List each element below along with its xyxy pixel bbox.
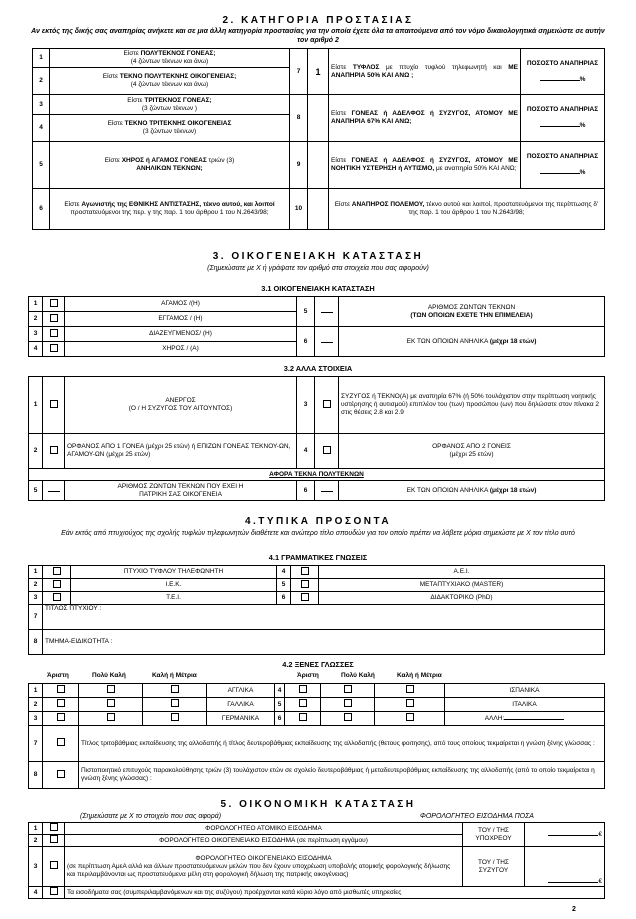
degree-title-field[interactable]: ΤΙΤΛΟΣ ΠΤΥΧΙΟΥ : — [43, 605, 605, 630]
minors-count-label: ΕΚ ΤΩΝ ΟΠΟΙΩΝ ΑΝΗΛΙΚΑ (μέχρι 18 ετών) — [339, 327, 605, 357]
orphan-one-label: ΟΡΦΑΝΟΣ ΑΠΟ 1 ΓΟΝΕΑ (μέχρι 25 ετών) ή ΕΠΙΖΩΝ ΓΟΝΕΑΣ ΤΕΚΝΟΥ-ΩΝ, ΑΓΑΜΟΥ-ΩΝ (μέχρι 25 ετών) — [65, 434, 297, 469]
income-label: ΦΟΡΟΛΟΓΗΤΕΟ ΟΙΚΟΓΕΝΕΙΑΚΟ ΕΙΣΟΔΗΜΑ (σε περίπτωση εγγάμου) — [65, 835, 463, 847]
checkbox[interactable] — [375, 712, 445, 726]
checkbox[interactable] — [285, 712, 321, 726]
checkbox[interactable] — [321, 712, 375, 726]
row-num: 3 — [29, 847, 43, 887]
language-label: ΑΓΓΛΙΚΑ — [207, 684, 275, 698]
level-header-good: Καλή ή Μέτρια — [397, 672, 442, 679]
checkbox[interactable] — [43, 312, 65, 327]
checkbox[interactable] — [43, 327, 65, 342]
disability-percent-field[interactable]: ΠΟΣΟΣΤΟ ΑΝΑΠΗΡΙΑΣ % — [521, 49, 605, 95]
checkbox[interactable] — [43, 823, 65, 835]
row-num: 2 — [29, 312, 43, 327]
section-3-title: 3. ΟΙΚΟΓΕΝΕΙΑΚΗ ΚΑΤΑΣΤΑΣΗ — [212, 251, 424, 262]
obligor-label: ΤΟΥ / ΤΗΣ ΥΠΟΧΡΕΟΥ — [463, 823, 525, 847]
mark-field[interactable] — [308, 189, 329, 230]
section-2-title: 2. ΚΑΤΗΓΟΡΙΑ ΠΡΟΣΤΑΣΙΑΣ — [222, 15, 414, 26]
orphan-two-label: ΟΡΦΑΝΟΣ ΑΠΟ 2 ΓΟΝΕΙΣ (μέχρι 25 ετών) — [339, 434, 605, 469]
option-label: ΧΗΡΟΣ / (Α) — [65, 342, 297, 357]
row-num: 3 — [29, 592, 43, 605]
family-income-label: ΦΟΡΟΛΟΓΗΤΕΟ ΟΙΚΟΓΕΝΕΙΑΚΟ ΕΙΣΟΔΗΜΑ (σε περίπτωση ΑμεΑ αλλά και άλλων προστατευόμενων μελών που δεν έχουν υποχρέωση υποβολής ατομικής φορολογικής δήλωσης και περιλαμβάνονται ως προστατευόμενα μέλη στη φορολογική δήλωση της πατρικής οικογένειας) — [65, 847, 463, 887]
row-num: 5 — [297, 297, 315, 327]
subsection-3-1-title: 3.1 ΟΙΚΟΓΕΝΕΙΑΚΗ ΚΑΤΑΣΤΑΣΗ — [261, 284, 375, 293]
protection-table — [32, 48, 605, 230]
salaried-income-label: Τα εισοδήματα σας (συμπεριλαμβανόμενων και της συζύγου) προέρχονται κατά κύριο λόγο από μισθωτές υπηρεσίες — [65, 887, 605, 899]
mark-field[interactable]: 1 — [308, 49, 329, 95]
row-num: 6 — [277, 592, 291, 605]
checkbox[interactable] — [143, 684, 207, 698]
row-num: 3 — [297, 377, 315, 434]
row-num: 3 — [29, 712, 43, 726]
section-5-title: 5. ΟΙΚΟΝΟΜΙΚΗ ΚΑΤΑΣΤΑΣΗ — [220, 799, 416, 810]
row-num: 5 — [275, 698, 285, 712]
section-4-subtitle: Εάν εκτός από πτυχιούχος της σχολής τυφλών τηλεφωνητών διαθέτετε και ανώτερο τίτλο σπουδών για τον οποίο πρέπει να λάβετε μόρια σημειώστε με Χ τον τίτλο αυτό — [61, 530, 575, 537]
row-num: 8 — [29, 762, 43, 789]
other-language-field[interactable]: ΑΛΛΗ: — [445, 712, 605, 726]
foreign-degree-label: Τίτλος τριτοβάθμιας εκπαίδευσης της αλλοδαπής ή τίτλος δευτεροβάθμιας εκπαίδευσης της αλλοδαπής (θετους φοιτησης), από τους οποίους τεκμαίρεται η γνώση ξένης γλώσσας : — [79, 726, 605, 762]
checkbox[interactable] — [43, 684, 79, 698]
checkbox[interactable] — [143, 698, 207, 712]
degree-label: Α.Ε.Ι. — [319, 566, 605, 579]
checkbox[interactable] — [43, 566, 71, 579]
subsection-4-1-title: 4.1 ΓΡΑΜΜΑΤΙΚΕΣ ΓΝΩΣΕΙΣ — [268, 553, 368, 562]
minors-label: ΕΚ ΤΩΝ ΟΠΟΙΩΝ ΑΝΗΛΙΚΑ (μέχρι 18 ετών) — [339, 481, 605, 501]
family-status-table — [28, 296, 605, 357]
disability-percent-field[interactable]: ΠΟΣΟΣΤΟ ΑΝΑΠΗΡΙΑΣ % — [521, 142, 605, 189]
row-num: 7 — [290, 49, 308, 95]
disabled-spouse-label: ΣΥΖΥΓΟΣ ή ΤΕΚΝΟ(Α) με αναπηρία 67% (ή 50% τουλάχιστον στην περίπτωση νοητικής υστέρησης ή αυτισμού) επιπλέον του (των) προσώπου (ων) που δηλώσατε στον πίνακα 2 στις θέσεις 2.8 και 2.9 — [339, 377, 605, 434]
row-num: 3 — [29, 327, 43, 342]
spouse-label: ΤΟΥ / ΤΗΣ ΣΥΖΥΓΟΥ — [463, 847, 525, 887]
row-num: 2 — [29, 698, 43, 712]
checkbox[interactable] — [43, 698, 79, 712]
amount-field[interactable]: € — [525, 823, 605, 847]
level-header-excellent: Άριστη — [47, 672, 69, 679]
income-table — [28, 822, 605, 899]
checkbox[interactable] — [43, 887, 65, 899]
protection-option[interactable]: Είστε ΧΗΡΟΣ ή ΑΓΑΜΟΣ ΓΟΝΕΑΣ τριών (3) ΑΝΗΛΙΚΩΝ ΤΕΚΝΩΝ; — [50, 142, 290, 189]
language-label: ΙΤΑΛΙΚΑ — [445, 698, 605, 712]
checkbox[interactable] — [43, 592, 71, 605]
protection-option[interactable]: Είστε Αγωνιστής της ΕΘΝΙΚΗΣ ΑΝΤΙΣΤΑΣΗΣ, τέκνο αυτού, και λοιποί προστατευόμενοι της περ. γ της παρ. 1 του άρθρου 1 του N.2643/98; — [50, 189, 290, 230]
foreign-school-label: Πιστοποιητικό επιτυχούς παρακολούθησης τριών (3) τουλάχιστον ετών σε σχολείο δευτεροβάθμιας ή μεταδευτεροβάθμιας εκπαίδευσης της αλλοδαπής (από το οποίο τεκμαίρεται η γνώση ξένης γλώσσας) : — [79, 762, 605, 789]
row-num: 4 — [29, 342, 43, 357]
row-num: 4 — [275, 684, 285, 698]
children-count-label: ΑΡΙΘΜΟΣ ΖΩΝΤΩΝ ΤΕΚΝΩΝ (ΤΩΝ ΟΠΟΙΩΝ ΕΧΕΤΕ ΤΗΝ ΕΠΙΜΕΛΕΙΑ) — [339, 297, 605, 327]
row-num: 7 — [29, 726, 43, 762]
checkbox[interactable] — [43, 342, 65, 357]
count-field[interactable] — [315, 297, 339, 327]
checkbox[interactable] — [43, 762, 79, 789]
mark-field[interactable] — [308, 142, 329, 189]
protection-option[interactable]: Είστε ΠΟΛΥΤΕΚΝΟΣ ΓΟΝΕΑΣ; (4 ζώντων τέκνων και άνω) — [50, 49, 290, 68]
checkbox[interactable] — [43, 297, 65, 312]
blind-operator-option[interactable]: Είστε ΤΥΦΛΟΣ με πτυχίο τυφλού τηλεφωνητή και ΜΕ ΑΝΑΠΗΡΙΑ 50% ΚΑΙ ΑΝΩ ; — [329, 49, 521, 95]
level-header-excellent: Άριστη — [297, 672, 319, 679]
row-num: 2 — [33, 68, 50, 95]
language-label: ΙΣΠΑΝΙΚΑ — [445, 684, 605, 698]
row-num: 1 — [29, 377, 43, 434]
option-label: ΕΓΓΑΜΟΣ / (Η) — [65, 312, 297, 327]
row-num: 1 — [29, 566, 43, 579]
income-label: ΦΟΡΟΛΟΓΗΤΕΟ ΑΤΟΜΙΚΟ ΕΙΣΟΔΗΜΑ — [65, 823, 463, 835]
checkbox[interactable] — [143, 712, 207, 726]
checkbox[interactable] — [291, 579, 319, 592]
language-label: ΓΑΛΛΙΚΑ — [207, 698, 275, 712]
count-field[interactable] — [315, 481, 339, 501]
checkbox[interactable] — [43, 835, 65, 847]
amount-field[interactable]: € — [525, 847, 605, 887]
language-label: ΓΕΡΜΑΝΙΚΑ — [207, 712, 275, 726]
checkbox[interactable] — [43, 377, 65, 434]
checkbox[interactable] — [79, 684, 143, 698]
subsection-3-2-title: 3.2 ΑΛΛΑ ΣΤΟΙΧΕΙΑ — [283, 364, 353, 373]
row-num: 7 — [29, 605, 43, 630]
row-num: 2 — [29, 579, 43, 592]
row-num: 1 — [29, 297, 43, 312]
degree-label: ΔΙΔΑΚΤΟΡΙΚΟ (PhD) — [319, 592, 605, 605]
education-table — [28, 565, 605, 655]
degree-label: ΠΤΥΧΙΟ ΤΥΦΛΟΥ ΤΗΛΕΦΩΝΗΤΗ — [71, 566, 277, 579]
row-num: 8 — [29, 630, 43, 655]
large-family-header: ΑΦΟΡΑ ΤΕΚΝΑ ΠΟΛΥΤΕΚΝΩΝ — [29, 469, 605, 481]
row-num: 8 — [290, 95, 308, 142]
checkbox[interactable] — [321, 684, 375, 698]
protection-option[interactable]: Είστε ΤΕΚΝΟ ΠΟΛΥΤΕΚΝΗΣ ΟΙΚΟΓΕΝΕΙΑΣ; (4 ζώντων τέκνων και άνω) — [50, 68, 290, 95]
row-num: 3 — [33, 95, 50, 115]
disability-percent-field[interactable]: ΠΟΣΟΣΤΟ ΑΝΑΠΗΡΙΑΣ % — [521, 95, 605, 142]
relative-67-option[interactable]: Είστε ΓΟΝΕΑΣ ή ΑΔΕΛΦΟΣ ή ΣΥΖΥΓΟΣ, ΑΤΟΜΟΥ ΜΕ ΑΝΑΠΗΡΙΑ 67% ΚΑΙ ΑΝΩ; — [329, 95, 521, 142]
row-num: 9 — [290, 142, 308, 189]
checkbox[interactable] — [79, 698, 143, 712]
checkbox[interactable] — [43, 579, 71, 592]
relative-autism-option[interactable]: Είστε ΓΟΝΕΑΣ ή ΑΔΕΛΦΟΣ ή ΣΥΖΥΓΟΣ, ΑΤΟΜΟΥ ΜΕ ΝΟΗΤΙΚΗ ΥΣΤΕΡΗΣΗ ή ΑΥΤΙΣΜΟ, με αναπηρία 50% ΚΑΙ ΑΝΩ; — [329, 142, 521, 189]
row-num: 4 — [33, 115, 50, 142]
row-num: 2 — [29, 835, 43, 847]
row-num: 4 — [297, 434, 315, 469]
section-2-subtitle: Αν εκτός της δικής σας αναπηρίας ανήκετε και σε μια άλλη κατηγορία προστασίας για την οποία έχετε όλα τα απαιτούμενα από τον νόμο δικαιολογητικά σημειώστε σε αυτήν τον αριθμό 2 — [31, 28, 605, 44]
page-number: 2 — [572, 906, 576, 913]
checkbox[interactable] — [79, 712, 143, 726]
checkbox[interactable] — [375, 698, 445, 712]
checkbox[interactable] — [285, 684, 321, 698]
level-header-very-good: Πολύ Καλή — [341, 672, 375, 679]
degree-label: Τ.Ε.Ι. — [71, 592, 277, 605]
option-label: ΔΙΑΖΕΥΓΜΕΝΟΣ/ (Η) — [65, 327, 297, 342]
section-5-subtitle: (Σημειώσατε με Χ το στοιχείο που σας αφορά) — [80, 813, 222, 820]
checkbox[interactable] — [43, 847, 65, 887]
row-num: 10 — [290, 189, 308, 230]
subsection-4-2-title: 4.2 ΞΕΝΕΣ ΓΛΩΣΣΕΣ — [282, 660, 354, 669]
war-disabled-option[interactable]: Είστε ΑΝΑΠΗΡΟΣ ΠΟΛΕΜΟΥ, τέκνο αυτού και λοιποί, προστατευόμενοι της περίπτωσης δ' της παρ. 1 του άρθρου 1 του N.2643/98; — [329, 189, 605, 230]
income-amount-header: ΦΟΡΟΛΟΓΗΤΕΟ ΕΙΣΟΔΗΜΑ ΠΟΣΑ — [420, 813, 534, 820]
row-num: 2 — [29, 434, 43, 469]
row-num: 4 — [29, 887, 43, 899]
row-num: 1 — [29, 823, 43, 835]
row-num: 6 — [297, 327, 315, 357]
parental-children-label: ΑΡΙΘΜΟΣ ΖΩΝΤΩΝ ΤΕΚΝΩΝ ΠΟΥ ΕΧΕΙ Η ΠΑΤΡΙΚΗ ΣΑΣ ΟΙΚΟΓΕΝΕΙΑ — [65, 481, 297, 501]
checkbox[interactable] — [43, 712, 79, 726]
count-field[interactable] — [43, 481, 65, 501]
level-header-very-good: Πολύ Καλή — [92, 672, 126, 679]
languages-table — [28, 683, 605, 789]
unemployed-label: ΑΝΕΡΓΟΣ (Ο / Η ΣΥΖΥΓΟΣ ΤΟΥ ΑΙΤΟΥΝΤΟΣ) — [65, 377, 297, 434]
row-num: 6 — [297, 481, 315, 501]
row-num: 1 — [29, 684, 43, 698]
protection-option[interactable]: Είστε ΤΡΙΤΕΚΝΟΣ ΓΟΝΕΑΣ; (3 ζώντων τέκνων ) — [50, 95, 290, 115]
checkbox[interactable] — [285, 698, 321, 712]
checkbox[interactable] — [315, 434, 339, 469]
degree-label: ΜΕΤΑΠΤΥΧΙΑΚΟ (MASTER) — [319, 579, 605, 592]
degree-label: Ι.Ε.Κ. — [71, 579, 277, 592]
row-num: 5 — [277, 579, 291, 592]
checkbox[interactable] — [43, 726, 79, 762]
department-field[interactable]: ΤΜΗΜΑ-ΕΙΔΙΚΟΤΗΤΑ : — [43, 630, 605, 655]
row-num: 6 — [275, 712, 285, 726]
row-num: 1 — [33, 49, 50, 68]
checkbox[interactable] — [291, 566, 319, 579]
row-num: 5 — [33, 142, 50, 189]
other-info-table — [28, 376, 605, 501]
checkbox[interactable] — [291, 592, 319, 605]
checkbox[interactable] — [315, 377, 339, 434]
checkbox[interactable] — [321, 698, 375, 712]
row-num: 6 — [33, 189, 50, 230]
section-4-title: 4.ΤΥΠΙΚΑ ΠΡΟΣΟΝΤΑ — [244, 516, 392, 527]
mark-field[interactable] — [308, 95, 329, 142]
level-header-good: Καλή ή Μέτρια — [152, 672, 197, 679]
protection-option[interactable]: Είστε ΤΕΚΝΟ ΤΡΙΤΕΚΝΗΣ ΟΙΚΟΓΕΝΕΙΑΣ (3 ζώντων τέκνων) — [50, 115, 290, 142]
checkbox[interactable] — [375, 684, 445, 698]
option-label: ΑΓΑΜΟΣ /(Η) — [65, 297, 297, 312]
count-field[interactable] — [315, 327, 339, 357]
row-num: 5 — [29, 481, 43, 501]
row-num: 4 — [277, 566, 291, 579]
checkbox[interactable] — [43, 434, 65, 469]
section-3-subtitle: (Σημειώσατε με Χ ή γράψατε τον αριθμό στα στοιχεία που σας αφορούν) — [207, 265, 429, 272]
